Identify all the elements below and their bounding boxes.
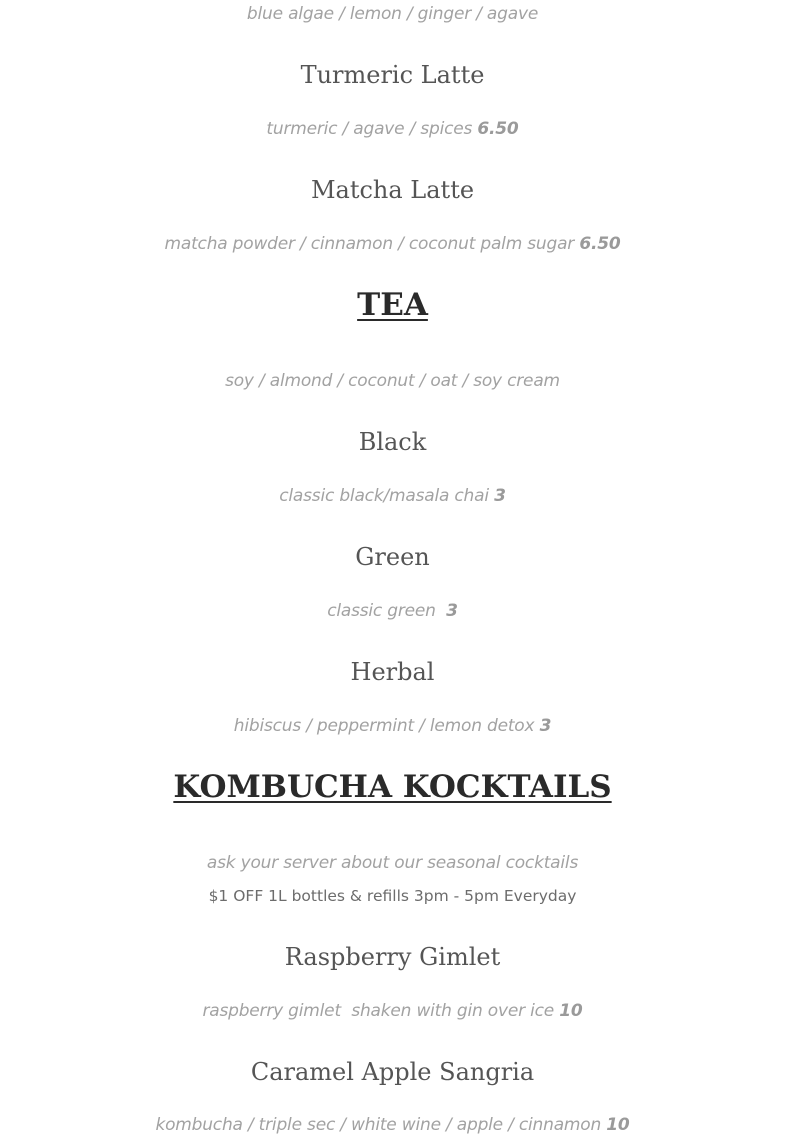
- menu-item-name: Green: [355, 543, 430, 571]
- description-text: matcha powder / cinnamon / coconut palm sugar: [164, 234, 575, 254]
- description-text: kombucha / triple sec / white wine / apple / cinnamon: [155, 1115, 602, 1135]
- description-text: blue algae / lemon / ginger / agave: [246, 4, 539, 24]
- happy-hour-promo: $1 OFF 1L bottles & refills 3pm - 5pm Everyday: [208, 887, 577, 905]
- description-text: classic green: [327, 601, 436, 621]
- menu-item-name: Turmeric Latte: [300, 61, 485, 89]
- item-description: [0, 599, 785, 623]
- item-description: [0, 2, 785, 26]
- menu-item-name: Matcha Latte: [310, 176, 475, 204]
- milk-options: [0, 369, 785, 393]
- item-description: [0, 484, 785, 508]
- item-description: [0, 999, 785, 1023]
- item-price: 10: [559, 1001, 583, 1021]
- menu-item-name: Herbal: [350, 658, 435, 686]
- item-price: 3: [494, 486, 506, 506]
- item-description: [0, 714, 785, 738]
- menu-item-name: Caramel Apple Sangria: [250, 1058, 535, 1086]
- item-price: 6.50: [579, 234, 621, 254]
- seasonal-note: [0, 851, 785, 875]
- item-description: [0, 1113, 785, 1137]
- description-text: ask your server about our seasonal cocktails: [206, 853, 579, 873]
- description-text: classic black/masala chai: [279, 486, 489, 506]
- item-price: 10: [606, 1115, 630, 1135]
- description-text: raspberry gimlet shaken with gin over ice: [202, 1001, 555, 1021]
- description-text: hibiscus / peppermint / lemon detox: [233, 716, 535, 736]
- item-description: [0, 117, 785, 141]
- item-price: 6.50: [477, 119, 519, 139]
- description-text: turmeric / agave / spices: [266, 119, 473, 139]
- section-heading-kombucha-kocktails: KOMBUCHA KOCKTAILS: [173, 769, 612, 805]
- menu-item-name: Black: [358, 428, 427, 456]
- item-price: 3: [446, 601, 458, 621]
- description-text: soy / almond / coconut / oat / soy cream: [225, 371, 560, 391]
- menu-item-name: Raspberry Gimlet: [284, 943, 501, 971]
- section-heading-tea: TEA: [357, 287, 428, 323]
- item-description: [0, 232, 785, 256]
- item-price: 3: [539, 716, 552, 736]
